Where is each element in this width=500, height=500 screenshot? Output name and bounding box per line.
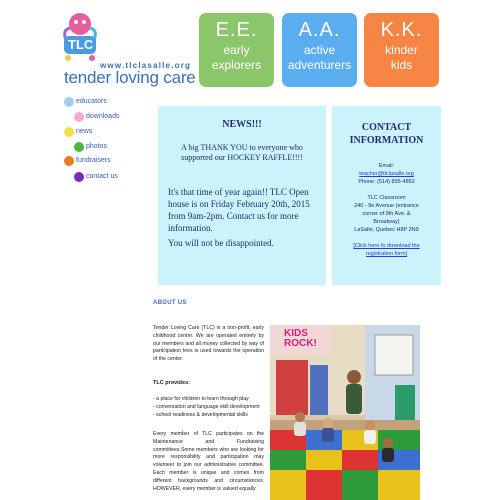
nav-label: fundraisers: [76, 157, 111, 164]
program-tile-early-explorers[interactable]: [199, 13, 274, 87]
classroom-photo: [270, 325, 420, 500]
about-provides-heading: TLC provides:: [153, 380, 190, 386]
nav-dot-icon: [64, 97, 74, 107]
nav-dot-icon: [64, 156, 74, 166]
provides-item: - school readiness & developmental skills: [153, 412, 248, 418]
program-line2: kids: [390, 58, 413, 72]
program-abbr: K.K.: [380, 19, 423, 41]
nav-label: news: [76, 128, 93, 135]
program-tile-active-adventurers[interactable]: [282, 13, 357, 87]
contact-place: TLC Classroom: [367, 195, 406, 201]
contact-address-3: Broadway): [373, 219, 400, 225]
contact-title: CONTACT INFORMATION: [349, 122, 424, 146]
contact-phone: Phone: (514) 895-4852: [358, 179, 415, 185]
nav-label: downloads: [86, 113, 120, 120]
program-line1: early: [223, 43, 250, 57]
about-members: Every member of TLC participates on the Maintenance and Fundraising committees.Some members who are looking for more responsibility and participation may volunteer to join our administrative committee. Each member is unique and comes from different backgrounds and circumstances. HOWEVER, every member is valued equally: [153, 431, 264, 492]
nav-dot-icon: [74, 112, 84, 122]
program-line1: kinder: [385, 43, 418, 57]
logo-url: www.tlclasalle.org: [100, 61, 192, 70]
nav-label: educators: [76, 98, 107, 105]
news-body-closing: You will not be disappointed.: [168, 238, 274, 248]
about-heading: ABOUT US: [153, 300, 187, 306]
news-panel: [158, 106, 326, 285]
program-line1: active: [303, 43, 336, 57]
contact-email-label: Email:: [378, 163, 395, 169]
nav-dot-icon: [74, 142, 84, 152]
about-intro: Tender Loving Care (TLC) is a non-profit, early childhood center. We are operated entirely by our members and all money collected by way of participation fees is used towards the operation of the center.: [153, 325, 264, 363]
program-abbr: A.A.: [298, 19, 341, 41]
nav-dot-icon: [74, 172, 84, 182]
contact-address-1: 240 - 9e Avenue (entrance: [354, 203, 419, 209]
registration-download-link[interactable]: [Click here to download the: [353, 243, 420, 249]
provides-item: - a place for children to learn through play: [153, 396, 249, 402]
program-line2: explorers: [211, 58, 262, 72]
news-thanks: A big THANK YOU to everyone who supported our HOCKEY RAFFLE!!!!: [181, 143, 303, 162]
registration-download-link-2[interactable]: registration form]: [365, 251, 408, 257]
contact-city: LaSalle, Quebec H8P 2N9: [354, 227, 419, 233]
program-line2: adventurers: [287, 58, 352, 72]
nav-label: contact us: [86, 173, 118, 180]
news-title: NEWS!!!: [222, 119, 262, 130]
contact-email-link[interactable]: teacher@tlclasalle.org: [359, 171, 414, 177]
contact-panel: [332, 106, 441, 285]
logo-mascot[interactable]: [58, 10, 102, 62]
nav-label: photos: [86, 143, 108, 150]
program-tile-kinder-kids[interactable]: [364, 13, 439, 87]
nav-dot-icon: [64, 127, 74, 137]
logo-name[interactable]: tender loving care: [64, 68, 196, 87]
program-abbr: E.E.: [215, 19, 258, 41]
contact-address-2: corner of 9th Ave. &: [362, 211, 411, 217]
news-body: It's that time of year again!! TLC Open house is on Friday February 20th, 2015 from 9am-2pm. Contact us for more information.: [168, 187, 310, 233]
photo-sign: KIDS ROCK!: [284, 328, 317, 349]
logo-mark-text: TLC: [68, 37, 94, 52]
provides-item: - conversation and language skill development: [153, 404, 260, 410]
